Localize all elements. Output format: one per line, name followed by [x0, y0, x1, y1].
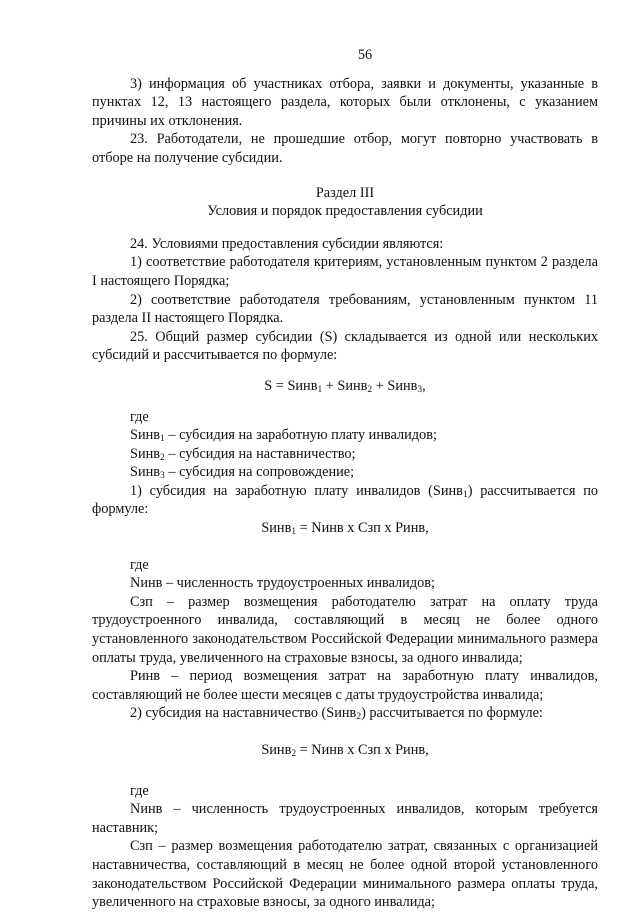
formula-subsidy-2: Sинв$_2$ = Nинв х Сзп х Ринв,: [261, 742, 429, 759]
definition-ninv: Nинв – численность трудоустроенных инвалидов;: [130, 575, 435, 592]
page-number: 56: [357, 47, 373, 63]
where-label: где: [130, 408, 149, 425]
definition-szp-2: Сзп – размер возмещения работодателю затрат, связанных с организацией наставничества, составляющий в месяц не более одной второй установленного законодательством Российской Федерации минимального размера оплаты труда, увеличенного на страховые взносы, за одного инвалида;: [92, 838, 598, 911]
definition-s3: Sинв$_3$ – субсидия на сопровождение;: [130, 464, 355, 482]
paragraph-info: 3) информация об участниках отбора, заявки и документы, указанные в пунктах 12, 13 настоящего раздела, которых были отклонены, с указанием причины их отклонения.: [92, 75, 598, 129]
definition-ninv-2: Nинв – численность трудоустроенных инвалидов, которым требуется наставник;: [92, 801, 598, 836]
definition-s1: Sинв$_1$ – субсидия на заработную плату инвалидов;: [130, 427, 437, 445]
subsidy-1-intro: 1) субсидия на заработную плату инвалидов (Sинв$_1$) рассчитывается по формуле:: [92, 482, 598, 518]
where-label-3: где: [130, 782, 149, 799]
section-title: Раздел III: [315, 184, 375, 201]
paragraph-25: 25. Общий размер субсидии (S) складывается из одной или нескольких субсидий и рассчитывается по формуле:: [92, 328, 598, 364]
paragraph-24-item-2: 2) соответствие работодателя требованиям, установленным пунктом 11 раздела II настоящего Порядка.: [92, 291, 598, 327]
paragraph-24: 24. Условиями предоставления субсидии являются:: [130, 235, 444, 252]
paragraph-23: 23. Работодатели, не прошедшие отбор, могут повторно участвовать в отборе на получение субсидии.: [92, 131, 598, 166]
where-label-2: где: [130, 556, 149, 573]
formula-total: S = Sинв$_1$ + Sинв$_2$ + Sинв$_3$,: [264, 377, 426, 395]
definition-rinv: Ринв – период возмещения затрат на заработную плату инвалидов, составляющий не более шести месяцев с даты трудоустройства инвалида;: [92, 668, 598, 703]
section-subtitle: Условия и порядок предоставления субсидии: [207, 203, 483, 220]
paragraph-24-item-1: 1) соответствие работодателя критериям, установленным пунктом 2 раздела I настоящего Порядка;: [92, 254, 598, 289]
section-heading: [92, 184, 598, 221]
formula-subsidy-1: Sинв$_1$ = Nинв х Сзп х Ринв,: [261, 520, 429, 538]
definition-s2: Sинв$_2$ – субсидия на наставничество;: [130, 445, 356, 463]
subsidy-2-intro: 2) субсидия на наставничество (Sинв$_2$) рассчитывается по формуле:: [130, 705, 543, 723]
definition-szp: Сзп – размер возмещения работодателю затрат на оплату труда трудоустроенного инвалида, составляющий в месяц не более одного установленного законодательством Российской Федерации минимального размера оплаты труда, увеличенного на страховые взносы, за одного инвалида;: [92, 593, 598, 666]
